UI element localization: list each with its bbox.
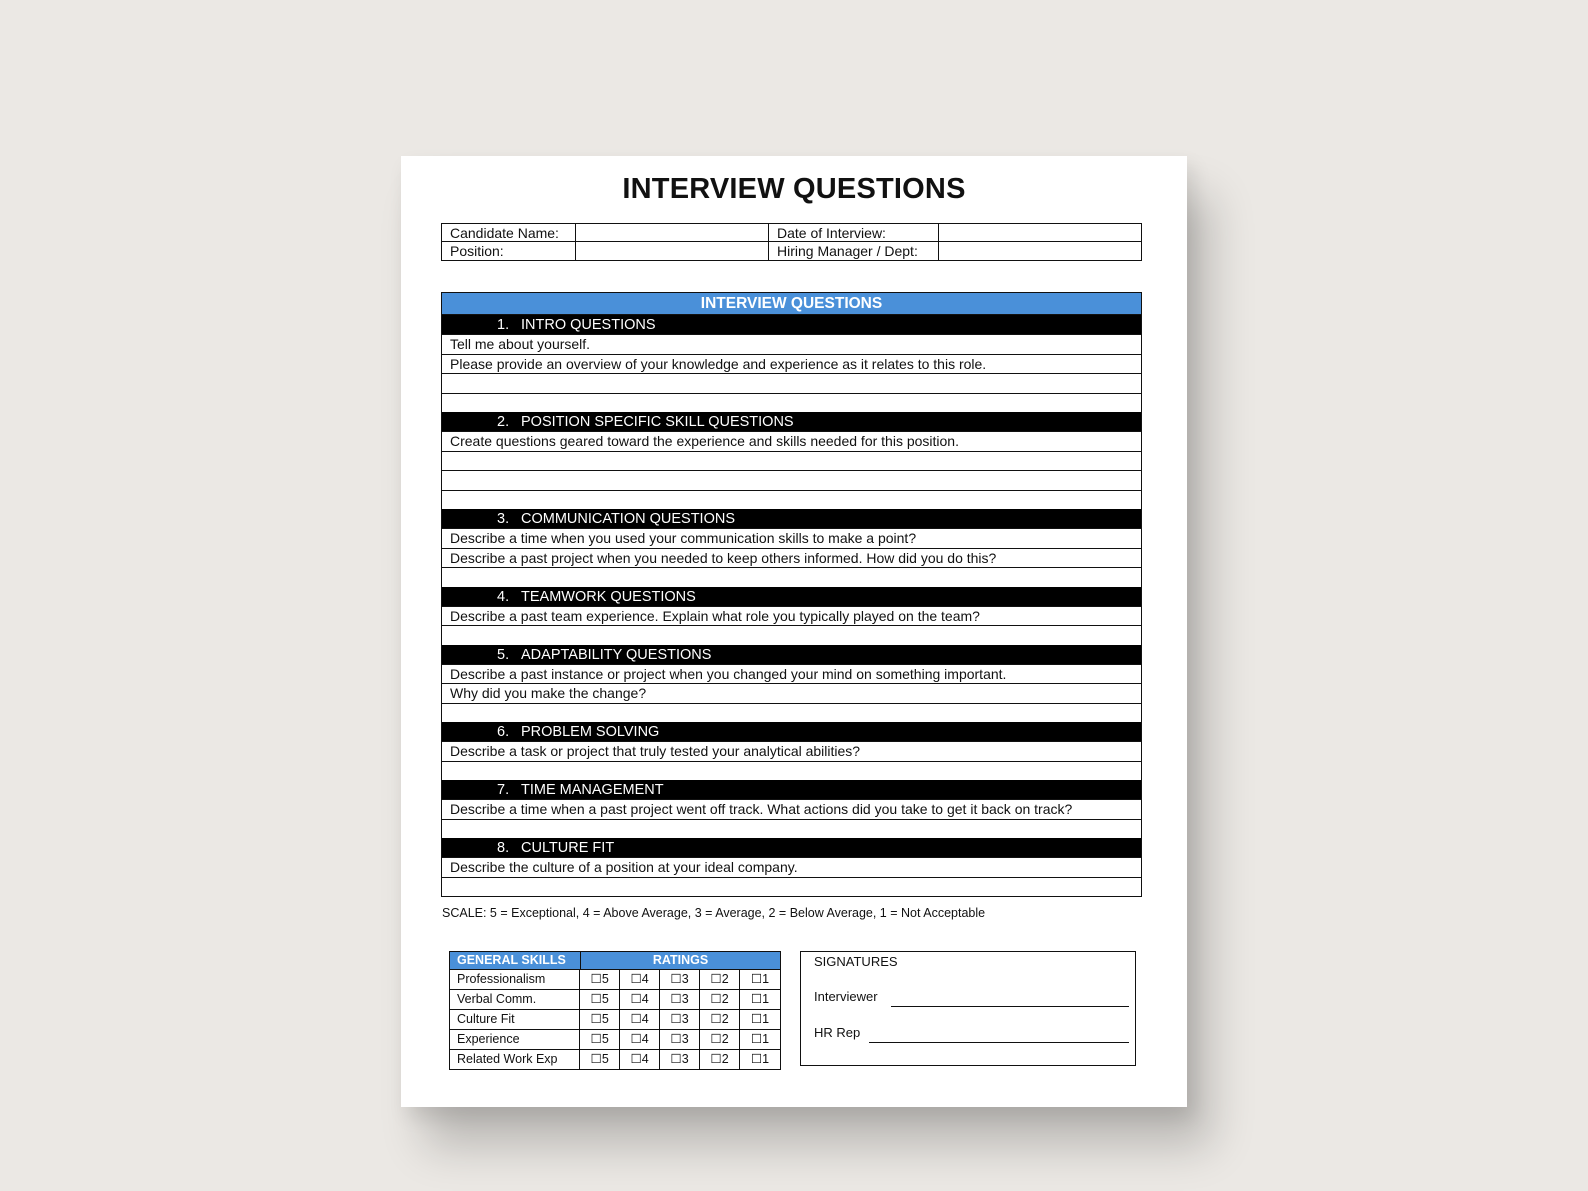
rating-checkbox-2[interactable]: ☐2 — [700, 1010, 740, 1029]
general-skills-heading: GENERAL SKILLS — [450, 952, 581, 969]
section-header — [442, 509, 1141, 528]
rating-checkbox-2[interactable]: ☐2 — [700, 970, 740, 989]
document-page — [401, 156, 1187, 1107]
section-title: PROBLEM SOLVING — [521, 724, 660, 740]
candidate-name-field[interactable] — [576, 224, 769, 242]
answer-row[interactable] — [442, 819, 1141, 839]
section-title: INTRO QUESTIONS — [521, 317, 656, 333]
question-row: Describe the culture of a position at your ideal company. — [442, 857, 1141, 877]
skill-label: Culture Fit — [450, 1010, 580, 1029]
questions-header: INTERVIEW QUESTIONS — [442, 293, 1141, 315]
section-header — [442, 780, 1141, 799]
answer-row[interactable] — [442, 567, 1141, 587]
answer-row[interactable] — [442, 393, 1141, 413]
position-field[interactable] — [576, 242, 769, 260]
rating-checkbox-2[interactable]: ☐2 — [700, 990, 740, 1009]
question-row: Tell me about yourself. — [442, 334, 1141, 354]
question-row: Please provide an overview of your knowledge and experience as it relates to this role. — [442, 354, 1141, 374]
section-title: POSITION SPECIFIC SKILL QUESTIONS — [521, 414, 794, 430]
section-number: 6. — [497, 724, 510, 740]
candidate-name-label: Candidate Name: — [442, 224, 576, 242]
rating-checkbox-3[interactable]: ☐3 — [660, 1010, 700, 1029]
section-title: CULTURE FIT — [521, 840, 615, 856]
page-title: INTERVIEW QUESTIONS — [622, 173, 966, 205]
position-label: Position: — [442, 242, 576, 260]
rating-checkbox-5[interactable]: ☐5 — [580, 1030, 620, 1049]
question-row: Describe a past team experience. Explain what role you typically played on the team? — [442, 606, 1141, 626]
answer-row[interactable] — [442, 470, 1141, 490]
rating-checkbox-1[interactable]: ☐1 — [750, 992, 770, 1006]
signatures-title: SIGNATURES — [814, 954, 898, 969]
question-row: Describe a task or project that truly tested your analytical abilities? — [442, 741, 1141, 761]
rating-checkbox-3[interactable]: ☐3 — [660, 1030, 700, 1049]
skill-label: Related Work Exp — [450, 1050, 580, 1069]
rating-row — [450, 1029, 780, 1049]
answer-row[interactable] — [442, 625, 1141, 645]
section-header — [442, 838, 1141, 857]
rating-checkbox-2[interactable]: ☐2 — [700, 1030, 740, 1049]
ratings-heading: RATINGS — [652, 953, 709, 967]
ratings-header — [450, 952, 780, 969]
rating-checkbox-4[interactable]: ☐4 — [620, 1010, 660, 1029]
section-header — [442, 722, 1141, 741]
rating-checkbox-5[interactable]: ☐5 — [580, 1010, 620, 1029]
answer-row[interactable] — [442, 451, 1141, 471]
answer-row[interactable] — [442, 490, 1141, 510]
rating-checkbox-3[interactable]: ☐3 — [660, 970, 700, 989]
rating-checkbox-1[interactable]: ☐1 — [750, 1012, 770, 1026]
hr-rep-label: HR Rep — [814, 1025, 861, 1040]
answer-row[interactable] — [442, 877, 1141, 897]
question-row: Why did you make the change? — [442, 683, 1141, 703]
section-number: 5. — [497, 646, 510, 663]
interview-date-label: Date of Interview: — [769, 224, 939, 242]
questions-table — [441, 292, 1142, 897]
rating-scale-note: SCALE: 5 = Exceptional, 4 = Above Average, 3 = Average, 2 = Below Average, 1 = Not Acceptable — [442, 906, 986, 920]
rating-row — [450, 1009, 780, 1029]
rating-checkbox-1[interactable]: ☐1 — [750, 972, 770, 986]
skill-label: Experience — [450, 1030, 580, 1049]
ratings-table — [449, 951, 781, 1070]
signatures-box — [800, 951, 1136, 1066]
rating-checkbox-4[interactable]: ☐4 — [620, 1030, 660, 1049]
section-title: ADAPTABILITY QUESTIONS — [521, 646, 712, 663]
section-number: 8. — [497, 840, 510, 856]
rating-checkbox-5[interactable]: ☐5 — [580, 970, 620, 989]
interviewer-signature-line[interactable] — [891, 1006, 1129, 1007]
question-row: Describe a time when a past project went off track. What actions did you take to get it back on track? — [442, 799, 1141, 819]
answer-row[interactable] — [442, 761, 1141, 781]
hiring-manager-field[interactable] — [939, 242, 1141, 260]
hr-rep-signature-line[interactable] — [869, 1042, 1129, 1043]
answer-row[interactable] — [442, 373, 1141, 393]
hiring-manager-label: Hiring Manager / Dept: — [769, 242, 939, 260]
section-number: 7. — [497, 782, 510, 798]
section-header — [442, 315, 1141, 334]
rating-checkbox-4[interactable]: ☐4 — [620, 970, 660, 989]
rating-checkbox-5[interactable]: ☐5 — [580, 1050, 620, 1069]
rating-row — [450, 989, 780, 1009]
interviewer-label: Interviewer — [814, 989, 878, 1004]
section-number: 1. — [497, 317, 510, 333]
section-title: TEAMWORK QUESTIONS — [521, 588, 696, 605]
rating-row — [450, 1049, 780, 1069]
question-row: Describe a past instance or project when you changed your mind on something important. — [442, 664, 1141, 684]
section-header — [442, 587, 1141, 606]
skill-label: Verbal Comm. — [450, 990, 580, 1009]
interview-date-field[interactable] — [939, 224, 1141, 242]
candidate-info-table — [441, 223, 1142, 261]
answer-row[interactable] — [442, 703, 1141, 723]
question-row: Describe a time when you used your communication skills to make a point? — [442, 528, 1141, 548]
rating-row — [450, 969, 780, 989]
section-number: 4. — [497, 588, 510, 605]
question-row: Create questions geared toward the experience and skills needed for this position. — [442, 431, 1141, 451]
section-header — [442, 645, 1141, 664]
rating-checkbox-2[interactable]: ☐2 — [700, 1050, 740, 1069]
section-number: 3. — [497, 511, 510, 527]
rating-checkbox-5[interactable]: ☐5 — [580, 990, 620, 1009]
section-header — [442, 412, 1141, 431]
skill-label: Professionalism — [450, 970, 580, 989]
section-title: COMMUNICATION QUESTIONS — [521, 511, 736, 527]
rating-checkbox-4[interactable]: ☐4 — [620, 1050, 660, 1069]
rating-checkbox-3[interactable]: ☐3 — [660, 1050, 700, 1069]
section-number: 2. — [497, 414, 510, 430]
question-row: Describe a past project when you needed to keep others informed. How did you do this? — [442, 548, 1141, 568]
rating-checkbox-1[interactable]: ☐1 — [750, 1032, 770, 1046]
rating-checkbox-1[interactable]: ☐1 — [750, 1052, 770, 1066]
rating-checkbox-4[interactable]: ☐4 — [620, 990, 660, 1009]
section-title: TIME MANAGEMENT — [521, 782, 664, 798]
rating-checkbox-3[interactable]: ☐3 — [660, 990, 700, 1009]
